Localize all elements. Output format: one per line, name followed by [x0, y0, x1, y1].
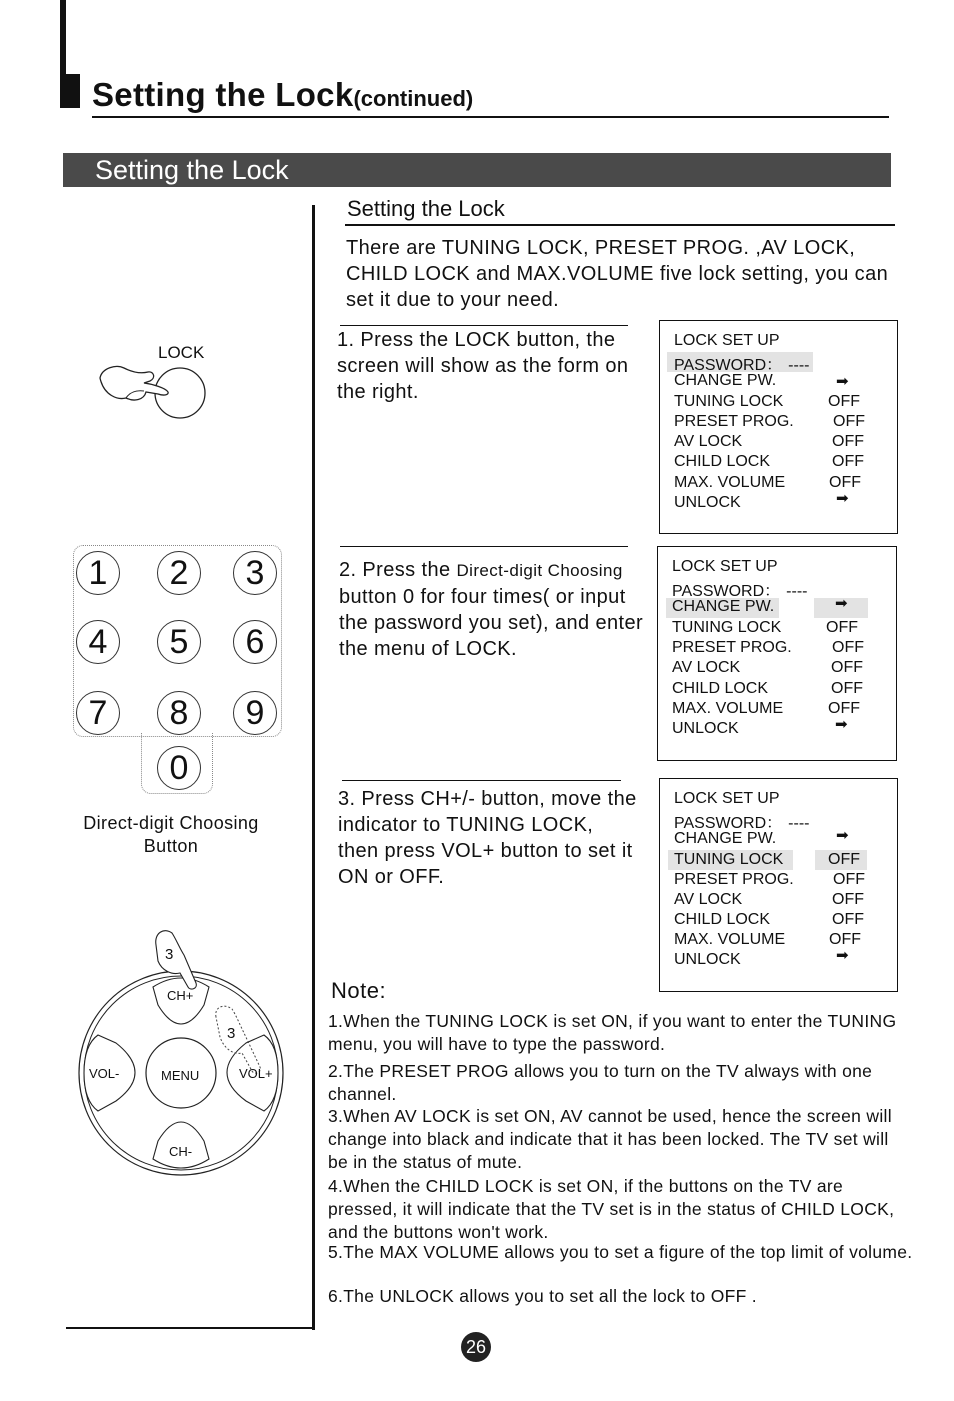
menu3-item: PRESET PROG.	[674, 871, 794, 888]
step3-text: 3. Press CH+/- button, move the indicator to TUNING LOCK, then press VOL+ button to set it ON or OFF.	[338, 788, 637, 888]
keypad-caption-line2: Button	[143, 836, 199, 856]
arrow-icon: ➡	[835, 716, 848, 733]
note-item: 5.The MAX VOLUME allows you to set a figure of the top limit of volume.	[328, 1242, 913, 1262]
menu3-item-row	[660, 871, 897, 891]
arrow-icon: ➡	[836, 947, 849, 964]
menu3-password-label: PASSWORD：	[674, 815, 783, 832]
lock-button-icon	[96, 356, 211, 426]
menu1-password-value: ----	[788, 357, 810, 374]
header-bar-block	[60, 74, 80, 108]
digit-8-button[interactable]: 8	[157, 691, 201, 735]
menu3-change: CHANGE PW.	[674, 830, 777, 847]
subheading-rule	[345, 224, 895, 226]
page-title-main: Setting the Lock	[92, 76, 354, 113]
note-item: 3.When AV LOCK is set ON, AV cannot be used, hence the screen will change into black and indicate that it has been locked. The TV set will be in the status of mute.	[328, 1106, 892, 1172]
menu2-item: MAX. VOLUME	[672, 700, 784, 717]
menu2-item-row	[658, 659, 896, 679]
menu3-item: AV LOCK	[674, 891, 743, 908]
step2-button-name: Direct-digit Choosing	[456, 561, 623, 580]
menu3-value: OFF	[832, 891, 864, 908]
note-item: 6.The UNLOCK allows you to set all the lock to OFF .	[328, 1286, 757, 1306]
menu2-unlock: UNLOCK	[672, 720, 739, 737]
lock-menu-1	[659, 320, 898, 534]
arrow-icon: ➡	[836, 373, 849, 390]
menu3-value: OFF	[829, 931, 861, 948]
menu1-item: TUNING LOCK	[674, 393, 784, 410]
subheading: Setting the Lock	[347, 196, 505, 221]
title-rule	[92, 116, 889, 118]
menu1-item: CHILD LOCK	[674, 453, 771, 470]
menu1-change: CHANGE PW.	[674, 372, 777, 389]
section-band-label: Setting the Lock	[95, 155, 289, 185]
menu2-password-row	[658, 578, 896, 598]
menu1-title: LOCK SET UP	[674, 332, 780, 349]
digit-2-button[interactable]: 2	[157, 551, 201, 595]
lock-button-label: LOCK	[158, 343, 205, 362]
keypad-caption	[60, 812, 282, 858]
digit-7-button[interactable]: 7	[76, 691, 120, 735]
menu1-value: OFF	[833, 413, 865, 430]
menu1-item: PRESET PROG.	[674, 413, 794, 430]
menu3-item-row	[660, 891, 897, 911]
menu2-item: PRESET PROG.	[672, 639, 792, 656]
menu1-password-row	[660, 352, 897, 372]
digit-1-button[interactable]: 1	[76, 551, 120, 595]
menu2-change-row	[658, 595, 896, 618]
menu2-item: TUNING LOCK	[672, 619, 782, 636]
left-bottom-rule	[66, 1327, 314, 1329]
page-title-suffix: (continued)	[353, 86, 474, 111]
menu3-item-row	[660, 851, 897, 871]
menu2-title-row	[658, 558, 896, 578]
menu3-change-row	[660, 827, 897, 850]
section-band	[63, 153, 891, 187]
menu1-value: OFF	[832, 453, 864, 470]
menu1-item-row	[660, 393, 897, 413]
menu2-item-row	[658, 639, 896, 659]
digit-0-button[interactable]: 0	[157, 746, 201, 790]
menu3-item: TUNING LOCK	[674, 851, 784, 868]
vol-minus-button[interactable]: VOL-	[89, 1066, 120, 1081]
ch-minus-button[interactable]: CH-	[169, 1144, 193, 1159]
menu2-password-value: ----	[786, 583, 808, 600]
menu2-item: AV LOCK	[672, 659, 741, 676]
menu1-title-row	[660, 332, 897, 352]
step2-rule	[340, 546, 628, 547]
menu-button[interactable]: MENU	[161, 1068, 200, 1083]
menu1-password-label: PASSWORD：	[674, 357, 783, 374]
menu3-password-row	[660, 810, 897, 830]
lock-menu-2	[657, 546, 897, 761]
step3-rule	[342, 780, 621, 781]
digit-6-button[interactable]: 6	[233, 620, 277, 664]
menu3-item: MAX. VOLUME	[674, 931, 786, 948]
menu2-value: OFF	[826, 619, 858, 636]
note-item: 4.When the CHILD LOCK is set ON, if the buttons on the TV are pressed, it will indicate that the TV set is in the status of CHILD LOCK, and the buttons won't work.	[328, 1176, 895, 1242]
step2-text	[339, 557, 649, 662]
note-item: 1.When the TUNING LOCK is set ON, if you want to enter the TUNING menu, you will have to type the password.	[328, 1011, 897, 1054]
ch-plus-button[interactable]: CH+	[167, 988, 194, 1003]
step1-text: 1. Press the LOCK button, the screen will show as the form on the right.	[337, 329, 629, 403]
menu2-unlock-row	[658, 716, 896, 740]
menu1-item-row	[660, 453, 897, 473]
menu1-item-row	[660, 413, 897, 433]
menu2-value: OFF	[831, 680, 863, 697]
menu2-value: OFF	[832, 639, 864, 656]
menu2-title: LOCK SET UP	[672, 558, 778, 575]
arrow-icon: ➡	[836, 490, 849, 507]
menu1-item-row	[660, 474, 897, 494]
digit-4-button[interactable]: 4	[76, 620, 120, 664]
menu1-change-row	[660, 372, 897, 392]
menu1-value: OFF	[829, 474, 861, 491]
menu1-item: MAX. VOLUME	[674, 474, 786, 491]
menu3-unlock-row	[660, 947, 897, 971]
step2-text-a: 2. Press the	[339, 559, 457, 581]
page-title	[92, 76, 473, 114]
menu1-item: AV LOCK	[674, 433, 743, 450]
menu2-change: CHANGE PW.	[672, 598, 775, 615]
page-number: 26	[461, 1332, 491, 1362]
step2-text-c: button 0 for four times( or input the password you set), and enter the menu of LOCK.	[339, 586, 644, 660]
menu3-password-value: ----	[788, 815, 810, 832]
navpad-step-marker-2: 3	[227, 1025, 236, 1042]
menu2-item-row	[658, 700, 896, 720]
step1-rule	[340, 325, 628, 326]
menu1-value: OFF	[832, 433, 864, 450]
menu2-item-row	[658, 619, 896, 639]
menu2-item-row	[658, 680, 896, 700]
menu2-value: OFF	[831, 659, 863, 676]
menu1-unlock-row	[660, 490, 897, 514]
menu1-value: OFF	[828, 393, 860, 410]
digit-3-button[interactable]: 3	[233, 551, 277, 595]
menu3-item-row	[660, 931, 897, 951]
menu3-title-row	[660, 790, 897, 810]
navpad-step-marker: 3	[165, 946, 174, 963]
intro-text: There are TUNING LOCK, PRESET PROG. ,AV LOCK, CHILD LOCK and MAX.VOLUME five lock setting, you can set it due to your need.	[346, 237, 889, 311]
menu1-unlock: UNLOCK	[674, 494, 741, 511]
keypad-caption-line1: Direct-digit Choosing	[83, 813, 259, 833]
note-item: 2.The PRESET PROG allows you to turn on the TV always with one channel.	[328, 1061, 873, 1104]
menu3-value: OFF	[832, 911, 864, 928]
menu1-item-row	[660, 433, 897, 453]
menu3-item: CHILD LOCK	[674, 911, 771, 928]
menu3-value: OFF	[828, 851, 860, 868]
arrow-icon: ➡	[835, 595, 848, 612]
menu3-title: LOCK SET UP	[674, 790, 780, 807]
menu3-unlock: UNLOCK	[674, 951, 741, 968]
arrow-icon: ➡	[836, 827, 849, 844]
menu2-item: CHILD LOCK	[672, 680, 769, 697]
menu2-value: OFF	[828, 700, 860, 717]
menu2-password-label: PASSWORD：	[672, 583, 781, 600]
lock-menu-3	[659, 778, 898, 992]
menu3-value: OFF	[833, 871, 865, 888]
column-divider	[312, 205, 315, 1330]
digit-5-button[interactable]: 5	[157, 620, 201, 664]
vol-plus-button[interactable]: VOL+	[239, 1066, 273, 1081]
note-heading: Note:	[331, 978, 387, 1003]
digit-9-button[interactable]: 9	[233, 691, 277, 735]
menu3-item-row	[660, 911, 897, 931]
